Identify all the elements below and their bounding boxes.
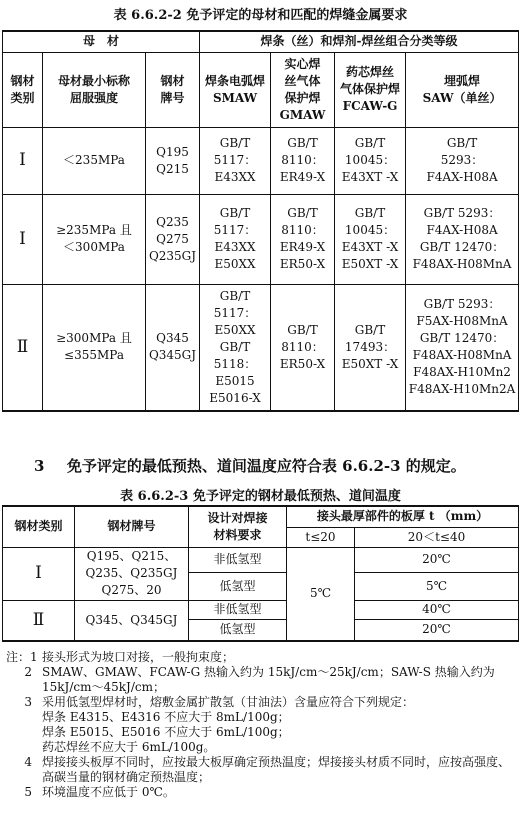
- note-item: [6, 695, 518, 755]
- cell-temp: 5℃: [355, 572, 519, 600]
- cell-fcaw: GB/T 10045： E43XT -X E50XT -X: [335, 194, 406, 284]
- cell-saw: GB/T 5293： F5AX-H08MnA GB/T 12470： F48AX-H08MnA F48AX-H10Mn2 F48AX-H10Mn2A: [406, 284, 519, 411]
- cell-min-yield: ≥235MPa 且 ＜300MPa: [43, 194, 146, 284]
- cell-steel-class: Ⅰ: [3, 547, 75, 600]
- table2-preheat-temperature: [2, 505, 519, 642]
- cell-temp: 40℃: [355, 600, 519, 619]
- cell-steel-grade: Q195、Q215、 Q235、Q235GJ Q275、20: [75, 547, 189, 600]
- section-body: 免予评定的最低预热、道间温度应符合表 6.6.2-3 的规定。: [66, 457, 466, 475]
- table1-caption: 表 6.6.2-2 免予评定的母材和匹配的焊缝金属要求: [113, 8, 408, 23]
- table-row: [3, 600, 519, 619]
- header-design-requirement: 设计对焊接 材料要求: [189, 506, 287, 547]
- cell-design-requirement: 低氢型: [189, 572, 287, 600]
- cell-temp: 20℃: [355, 619, 519, 641]
- header-smaw: 焊条电弧焊 SMAW: [200, 52, 271, 127]
- table2-caption: 表 6.6.2-3 免予评定的钢材最低预热、道间温度: [120, 489, 401, 504]
- header-min-yield: 母材最小标称 屈服强度: [43, 52, 146, 127]
- cell-smaw: GB/T 5117： E50XX GB/T 5118： E5015 E5016-X: [200, 284, 271, 411]
- cell-gmaw: GB/T 8110： ER49-X ER50-X: [271, 194, 335, 284]
- table1-base-metal-weld-metal: [2, 30, 519, 412]
- cell-steel-grade: Q345、Q345GJ: [75, 600, 189, 641]
- cell-saw: GB/T 5293： F4AX-H08A: [406, 127, 519, 194]
- note-text: 环境温度不应低于 0℃。: [42, 785, 175, 799]
- cell-design-requirement: 非低氢型: [189, 600, 287, 619]
- cell-design-requirement: 非低氢型: [189, 547, 287, 572]
- note-text: 焊条 E4315、E4316 不应大于 8mL/100g；: [42, 710, 290, 724]
- cell-steel-grade: Q235 Q275 Q235GJ: [146, 194, 200, 284]
- cell-fcaw: GB/T 17493： E50XT -X: [335, 284, 406, 411]
- cell-saw: GB/T 5293： F4AX-H08A GB/T 12470： F48AX-H08MnA: [406, 194, 519, 284]
- note-text: 焊条 E5015、E5016 不应大于 6mL/100g；: [42, 725, 290, 739]
- cell-gmaw: GB/T 8110： ER50-X: [271, 284, 335, 411]
- note-text: 药芯焊丝不应大于 6mL/100g。: [42, 740, 216, 754]
- cell-design-requirement: 低氢型: [189, 619, 287, 641]
- header-t-le-20: t≤20: [287, 527, 355, 547]
- header-steel-grade: 钢材 牌号: [146, 52, 200, 127]
- note-number: 3: [24, 695, 32, 709]
- cell-steel-class: Ⅰ: [3, 194, 43, 284]
- note-text: 接头形式为坡口对接，一般拘束度；: [42, 650, 235, 664]
- note-item: [6, 665, 518, 695]
- cell-steel-class: Ⅱ: [3, 600, 75, 641]
- table-row: [3, 127, 519, 194]
- cell-temp: 20℃: [355, 547, 519, 572]
- header-saw: 埋弧焊 SAW（单丝）: [406, 52, 519, 127]
- table-row: [3, 194, 519, 284]
- note-text: 采用低氢型焊材时，熔敷金属扩散氢（甘油法）含量应符合下列规定：: [42, 695, 415, 709]
- note-item: [6, 755, 518, 785]
- header-combo-group: 焊条（丝）和焊剂-焊丝组合分类等级: [200, 31, 519, 52]
- section-number: 3: [34, 457, 45, 475]
- cell-steel-grade: Q195 Q215: [146, 127, 200, 194]
- note-number: 1: [30, 650, 38, 664]
- table-row: [3, 284, 519, 411]
- note-text: 焊接接头板厚不同时，应按最大板厚确定预热温度；焊接接头材质不同时，应按高强度、高碳当量的钢材确定预热温度；: [42, 755, 511, 784]
- header-fcaw: 药芯焊丝 气体保护焊 FCAW-G: [335, 52, 406, 127]
- header-steel-grade: 钢材牌号: [75, 506, 189, 547]
- cell-fcaw: GB/T 10045： E43XT -X: [335, 127, 406, 194]
- notes-label: 注：: [6, 650, 31, 664]
- notes: [6, 650, 518, 800]
- note-number: 4: [24, 755, 32, 769]
- cell-min-yield: ≥300MPa 且 ≤355MPa: [43, 284, 146, 411]
- cell-gmaw: GB/T 8110： ER49-X: [271, 127, 335, 194]
- header-gmaw: 实心焊 丝气体 保护焊 GMAW: [271, 52, 335, 127]
- cell-smaw: GB/T 5117： E43XX: [200, 127, 271, 194]
- cell-steel-grade: Q345 Q345GJ: [146, 284, 200, 411]
- section-3-text: [34, 455, 466, 476]
- cell-steel-class: Ⅱ: [3, 284, 43, 411]
- cell-common-temp: 5℃: [287, 547, 355, 641]
- note-item: [6, 785, 518, 800]
- note-text: SMAW、GMAW、FCAW-G 热输入约为 15kJ/cm～25kJ/cm；SAW-S 热输入约为 15kJ/cm～45kJ/cm；: [42, 665, 495, 694]
- cell-steel-class: Ⅰ: [3, 127, 43, 194]
- note-number: 2: [24, 665, 32, 679]
- header-steel-class: 钢材类别: [3, 506, 75, 547]
- table-row: [3, 547, 519, 572]
- note-number: 5: [24, 785, 32, 799]
- header-base-material: 母 材: [3, 31, 200, 52]
- header-t-20-40: 20＜t≤40: [355, 527, 519, 547]
- header-steel-class: 钢材 类别: [3, 52, 43, 127]
- header-thickness-group: 接头最厚部件的板厚 t （mm）: [287, 506, 519, 527]
- cell-min-yield: ＜235MPa: [43, 127, 146, 194]
- cell-smaw: GB/T 5117： E43XX E50XX: [200, 194, 271, 284]
- note-item: [6, 650, 518, 665]
